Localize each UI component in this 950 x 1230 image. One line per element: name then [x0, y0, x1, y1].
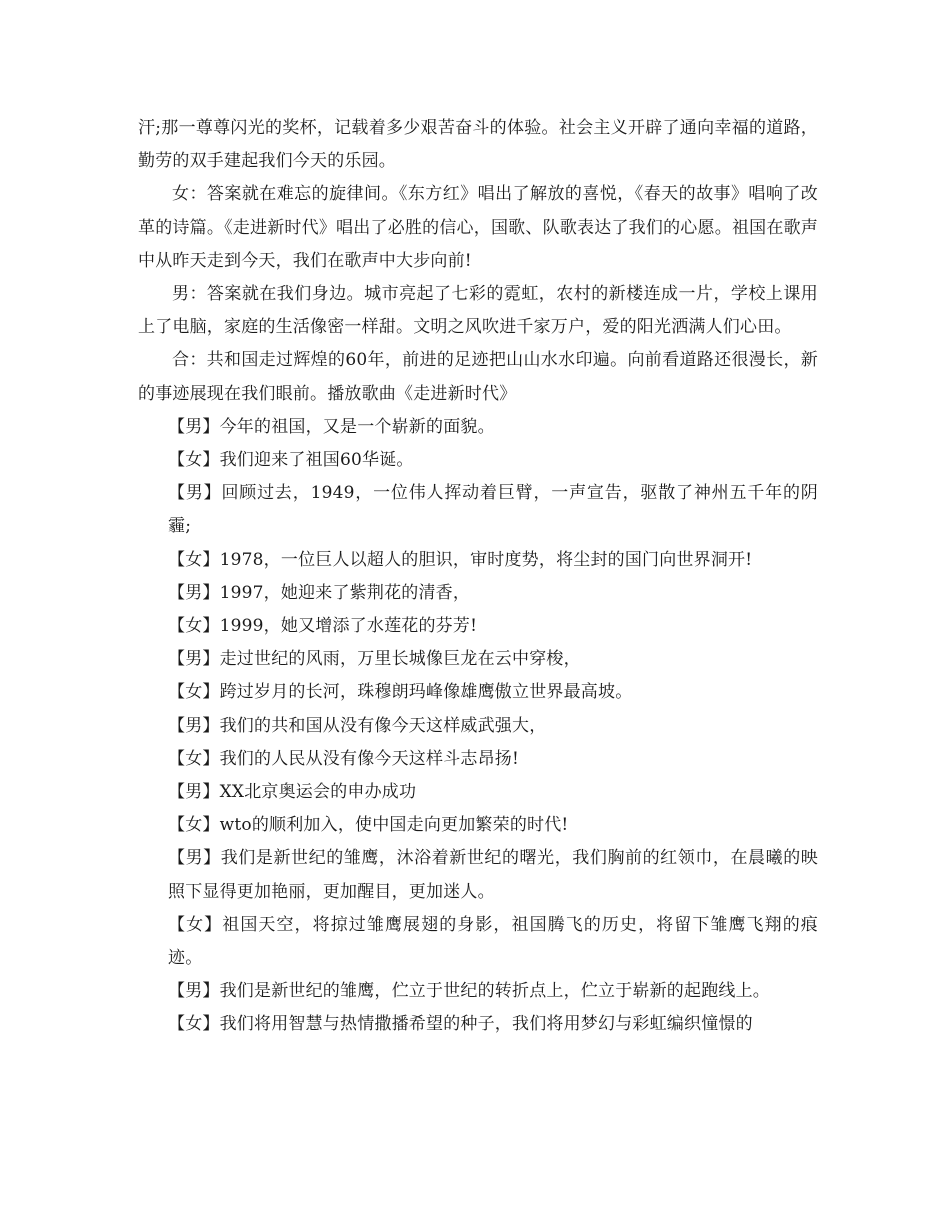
dialog-line: 【男】走过世纪的风雨，万里长城像巨龙在云中穿梭， [168, 649, 581, 670]
dialog-line: 【男】我们是新世纪的雏鹰，沐浴着新世纪的曙光，我们胸前的红领巾，在晨曦的映照下显得更加艳丽，更加醒目，更加迷人。 [168, 848, 818, 902]
dialog-line: 【女】我们迎来了祖国60华诞。 [168, 450, 414, 471]
dialog-line: 【女】1999，她又增添了水莲花的芬芳! [168, 616, 478, 637]
paragraph-male-answer: 男：答案就在我们身边。城市亮起了七彩的霓虹，农村的新楼连成一片，学校上课用上了电脑，家庭的生活像密一样甜。文明之风吹进千家万户，爱的阳光洒满人们心田。 [138, 284, 818, 338]
paragraph-together: 合：共和国走过辉煌的60年，前进的足迹把山山水水印遍。向前看道路还很漫长，新的事迹展现在我们眼前。播放歌曲《走进新时代》 [138, 350, 818, 404]
document-body [138, 112, 818, 1042]
dialog-line: 【男】今年的祖国，又是一个崭新的面貌。 [168, 416, 495, 437]
paragraph-continuation: 汗;那一尊尊闪光的奖杯，记载着多少艰苦奋斗的体验。社会主义开辟了通向幸福的道路，勤劳的双手建起我们今天的乐园。 [138, 118, 818, 172]
dialog-line: 【女】我们的人民从没有像今天这样斗志昂扬! [168, 748, 520, 769]
dialog-line: 【女】wto的顺利加入，使中国走向更加繁荣的时代! [168, 815, 569, 836]
dialog-line: 【男】回顾过去，1949，一位伟人挥动着巨臂，一声宣告，驱散了神州五千年的阴霾; [168, 483, 818, 537]
dialog-line: 【男】1997，她迎来了紫荆花的清香， [168, 582, 471, 603]
dialog-line: 【女】1978，一位巨人以超人的胆识，审时度势，将尘封的国门向世界洞开! [168, 549, 753, 570]
dialog-line: 【男】XX北京奥运会的申办成功 [168, 782, 417, 803]
dialog-line: 【男】我们的共和国从没有像今天这样威武强大， [168, 715, 547, 736]
dialog-line: 【女】我们将用智慧与热情撒播希望的种子，我们将用梦幻与彩虹编织憧憬的 [168, 1014, 753, 1035]
dialog-line: 【男】我们是新世纪的雏鹰，伫立于世纪的转折点上，伫立于崭新的起跑线上。 [168, 981, 770, 1002]
dialog-line: 【女】祖国天空，将掠过雏鹰展翅的身影，祖国腾飞的历史，将留下雏鹰飞翔的痕迹。 [168, 914, 818, 969]
dialog-line: 【女】跨过岁月的长河，珠穆朗玛峰像雄鹰傲立世界最高坡。 [168, 682, 633, 703]
paragraph-female-answer: 女：答案就在难忘的旋律间。《东方红》唱出了解放的喜悦，《春天的故事》唱响了改革的诗篇。《走进新时代》唱出了必胜的信心，国歌、队歌表达了我们的心愿。祖国在歌声中从昨天走到今天，我们在歌声中大步向前! [138, 184, 818, 271]
